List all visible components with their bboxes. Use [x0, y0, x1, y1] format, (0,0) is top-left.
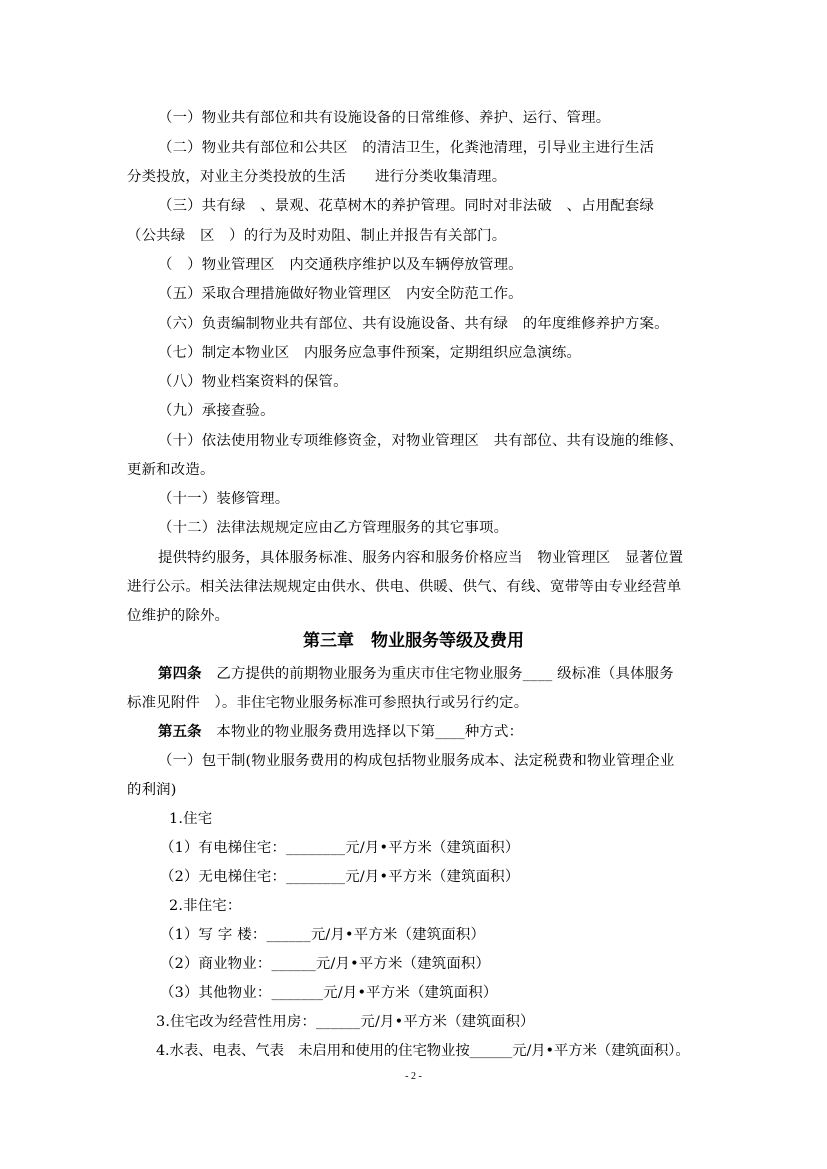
paragraph-line: 1.住宅 [169, 811, 213, 827]
paragraph-line: （八）物业档案资料的保管。 [158, 374, 348, 390]
page-number: - 2 - [405, 1071, 422, 1082]
article-line [158, 664, 674, 684]
paragraph-line: 2.非住宅： [169, 898, 242, 914]
paragraph-line: （九）承接查验。 [158, 403, 275, 419]
article-label: 第五条 [158, 724, 202, 740]
article-text: 乙方提供的前期物业服务为重庆市住宅物业服务____ 级标准（具体服务 [201, 666, 674, 682]
paragraph-line: （公共绿 区 ）的行为及时劝阻、制止并报告有关部门。 [127, 228, 507, 244]
paragraph-line: （六）负责编制物业共有部位、共有设施设备、共有绿 的年度维修养护方案。 [158, 316, 669, 332]
paragraph-line: （1）有电梯住宅：________元/月•平方米（建筑面积） [160, 840, 520, 856]
paragraph-line: （十一）装修管理。 [158, 491, 290, 507]
paragraph-line: （十）依法使用物业专项维修资金，对物业管理区 共有部位、共有设施的维修、 [158, 433, 684, 449]
paragraph-line: （十二）法律法规规定应由乙方管理服务的其它事项。 [158, 520, 509, 536]
paragraph-line: （二）物业共有部位和公共区 的清洁卫生，化粪池清理，引导业主进行生活 [158, 140, 655, 156]
paragraph-line: （2）商业物业：______元/月•平方米（建筑面积） [160, 956, 491, 972]
article-label: 第四条 [158, 666, 202, 682]
paragraph-line: 标准见附件 ）。非住宅物业服务标准可参照执行或另行约定。 [127, 695, 529, 711]
chapter-heading: 第三章 物业服务等级及费用 [303, 631, 524, 651]
paragraph-line: 位维护的除外。 [127, 608, 230, 624]
paragraph-line: 分类投放，对业主分类投放的生活 进行分类收集清理。 [127, 169, 507, 185]
article-text: 本物业的物业服务费用选择以下第____种方式： [201, 724, 524, 740]
paragraph-line: （五）采取合理措施做好物业管理区 内安全防范工作。 [158, 286, 523, 302]
paragraph-line: 提供特约服务，具体服务标准、服务内容和服务价格应当 物业管理区 显著位置 [158, 550, 684, 566]
paragraph-line: 进行公示。相关法律法规规定由供水、供电、供暖、供气、有线、宽带等由专业经营单 [127, 579, 682, 595]
paragraph-line: （一）物业共有部位和共有设施设备的日常维修、养护、运行、管理。 [158, 110, 611, 126]
paragraph-line: （ ）物业管理区 内交通秩序维护以及车辆停放管理。 [158, 257, 523, 273]
paragraph-line: （3）其他物业：_______元/月•平方米（建筑面积） [160, 985, 498, 1001]
paragraph-line: 3.住宅改为经营性用房：______元/月•平方米（建筑面积） [156, 1014, 535, 1030]
paragraph-line: 更新和改造。 [127, 462, 215, 478]
paragraph-line: （1）写 字 楼：______元/月•平方米（建筑面积） [160, 927, 486, 943]
paragraph-line: （2）无电梯住宅：________元/月•平方米（建筑面积） [160, 869, 520, 885]
paragraph-line: （七）制定本物业区 内服务应急事件预案，定期组织应急演练。 [158, 345, 582, 361]
paragraph-line: （三）共有绿 、景观、花草树木的养护管理。同时对非法破 、占用配套绿 [158, 198, 655, 214]
article-line [158, 722, 523, 742]
paragraph-line: 4.水表、电表、气表 未启用和使用的住宅物业按______元/月•平方米（建筑面积）。 [156, 1043, 690, 1059]
paragraph-line: 的利润) [127, 782, 177, 798]
paragraph-line: （一）包干制(物业服务费用的构成包括物业服务成本、法定税费和物业管理企业 [158, 753, 675, 769]
